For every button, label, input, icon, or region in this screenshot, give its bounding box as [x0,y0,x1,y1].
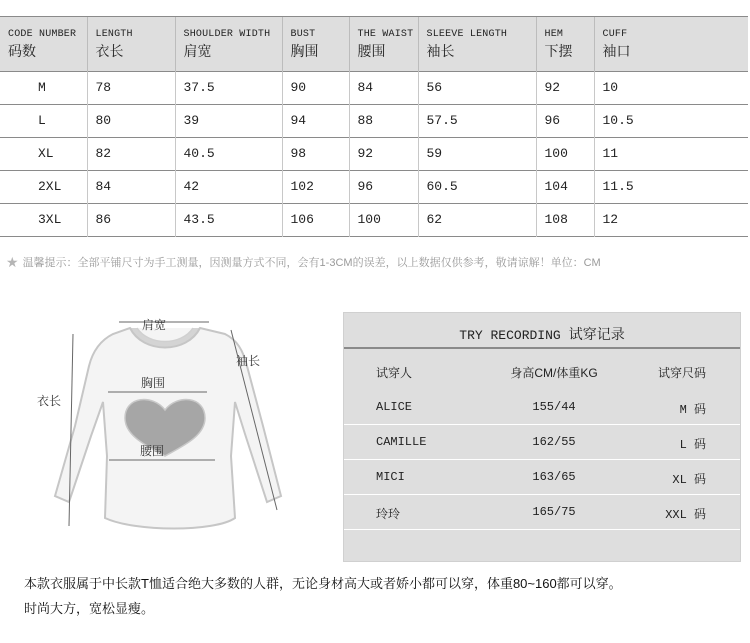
measurement-cell: 10 [594,71,748,104]
size-code-cell: 2XL [38,179,62,194]
measurement-cell: 92 [536,71,594,104]
shoulder-width-label: 肩宽 [142,318,167,332]
measurement-cell: 94 [282,104,349,137]
try-title-cn: 试穿记录 [568,326,625,342]
measurement-cell: 12 [594,203,748,236]
size-table-header [0,17,748,71]
table-row [0,137,748,170]
description-line: 时尚大方，宽松显瘦。 [24,601,155,616]
measurement-cell: 106 [282,203,349,236]
measurement-cell: 82 [87,137,175,170]
note-text: 温馨提示：全部平铺尺寸为手工测量，因测量方式不同，会有1-3CM的误差，以上数据仅供参考，敬请谅解！单位：CM [22,257,601,269]
column-header-cn: 腰围 [357,42,386,59]
tester-name: 玲玲 [376,508,401,522]
try-header-row [344,353,740,388]
try-divider [344,347,740,349]
measurement-cell: 11 [594,137,748,170]
measurement-cell: 57.5 [418,104,536,137]
column-header-cn: 胸围 [290,42,319,59]
column-header [0,17,87,71]
try-record-row [344,389,740,425]
tshirt-illustration [25,306,305,556]
column-header-en: SLEEVE LENGTH [426,28,508,40]
column-header [349,17,418,71]
measurement-cell: 78 [87,71,175,104]
column-header [536,17,594,71]
column-header-cn: 袖长 [426,42,455,59]
column-header [594,17,748,71]
measurement-cell: 100 [536,137,594,170]
measurement-cell: 102 [282,170,349,203]
table-row [0,71,748,104]
column-header-en: SHOULDER WIDTH [183,28,271,40]
measurement-cell: 90 [282,71,349,104]
product-description [24,571,622,621]
column-header [175,17,282,71]
measurement-cell: 43.5 [175,203,282,236]
try-record-row [344,424,740,460]
tester-name: MICI [376,470,405,484]
tester-name: ALICE [376,400,413,414]
sleeve-length-label: 袖长 [236,354,261,368]
waist-label: 腰围 [140,444,165,458]
bust-label: 胸围 [141,376,166,390]
try-recording-panel [343,312,741,562]
measurement-note [6,254,601,270]
measurement-cell: 104 [536,170,594,203]
garment-diagram [25,306,305,556]
try-record-row [344,494,740,530]
column-header-en: CUFF [602,28,628,40]
size-worn: XXL 码 [665,508,706,522]
measurement-cell: 11.5 [594,170,748,203]
try-title-en: TRY RECORDING [459,328,561,343]
height-weight: 165/75 [532,505,576,519]
try-record-row [344,459,740,495]
measurement-cell: 39 [175,104,282,137]
size-worn: L 码 [679,438,706,452]
table-row [0,203,748,236]
height-weight: 163/65 [532,470,576,484]
size-code-cell: XL [38,146,54,161]
measurement-cell: 37.5 [175,71,282,104]
measurement-cell: 56 [418,71,536,104]
column-header-cn: 袖口 [602,42,631,59]
size-code-cell: L [38,113,46,128]
measurement-cell: 96 [349,170,418,203]
column-header [87,17,175,71]
column-header-en: CODE NUMBER [8,28,77,40]
measurement-cell: 86 [87,203,175,236]
size-table [0,17,748,237]
tester-header: 试穿人 [376,366,413,380]
size-worn: XL 码 [672,473,706,487]
body-length-label: 衣长 [37,394,62,408]
try-recording-title [344,313,740,349]
size-worn-header: 试穿尺码 [657,366,706,380]
description-line: 本款衣服属于中长款T恤适合绝大多数的人群，无论身材高大或者娇小都可以穿，体重80~160都可以穿。 [24,576,622,591]
table-row [0,104,748,137]
measurement-cell: 80 [87,104,175,137]
column-header-cn: 衣长 [95,42,124,59]
column-header [282,17,349,71]
height-weight: 162/55 [532,435,576,449]
tester-name: CAMILLE [376,435,427,449]
measurement-cell: 62 [418,203,536,236]
size-code-cell: 3XL [38,212,62,227]
measurement-cell: 40.5 [175,137,282,170]
column-header-en: HEM [544,28,564,40]
column-header-cn: 码数 [8,42,36,59]
measurement-cell: 88 [349,104,418,137]
measurement-cell: 98 [282,137,349,170]
measurement-cell: 59 [418,137,536,170]
column-header-en: BUST [290,28,316,40]
size-code-cell: M [38,80,46,95]
measurement-cell: 84 [87,170,175,203]
measurement-cell: 100 [349,203,418,236]
size-worn: M 码 [679,403,706,417]
column-header-en: THE WAIST [357,28,414,40]
column-header [418,17,536,71]
measurement-cell: 96 [536,104,594,137]
measurement-cell: 10.5 [594,104,748,137]
column-header-cn: 下摆 [544,42,573,59]
column-header-cn: 肩宽 [183,42,212,59]
measurement-cell: 108 [536,203,594,236]
height-weight: 155/44 [532,400,576,414]
measurement-cell: 60.5 [418,170,536,203]
star-icon: ★ [6,254,19,270]
measurement-cell: 42 [175,170,282,203]
measurement-cell: 84 [349,71,418,104]
table-row [0,170,748,203]
measurement-cell: 92 [349,137,418,170]
column-header-en: LENGTH [95,28,133,40]
height-weight-header: 身高CM/体重KG [510,366,598,380]
